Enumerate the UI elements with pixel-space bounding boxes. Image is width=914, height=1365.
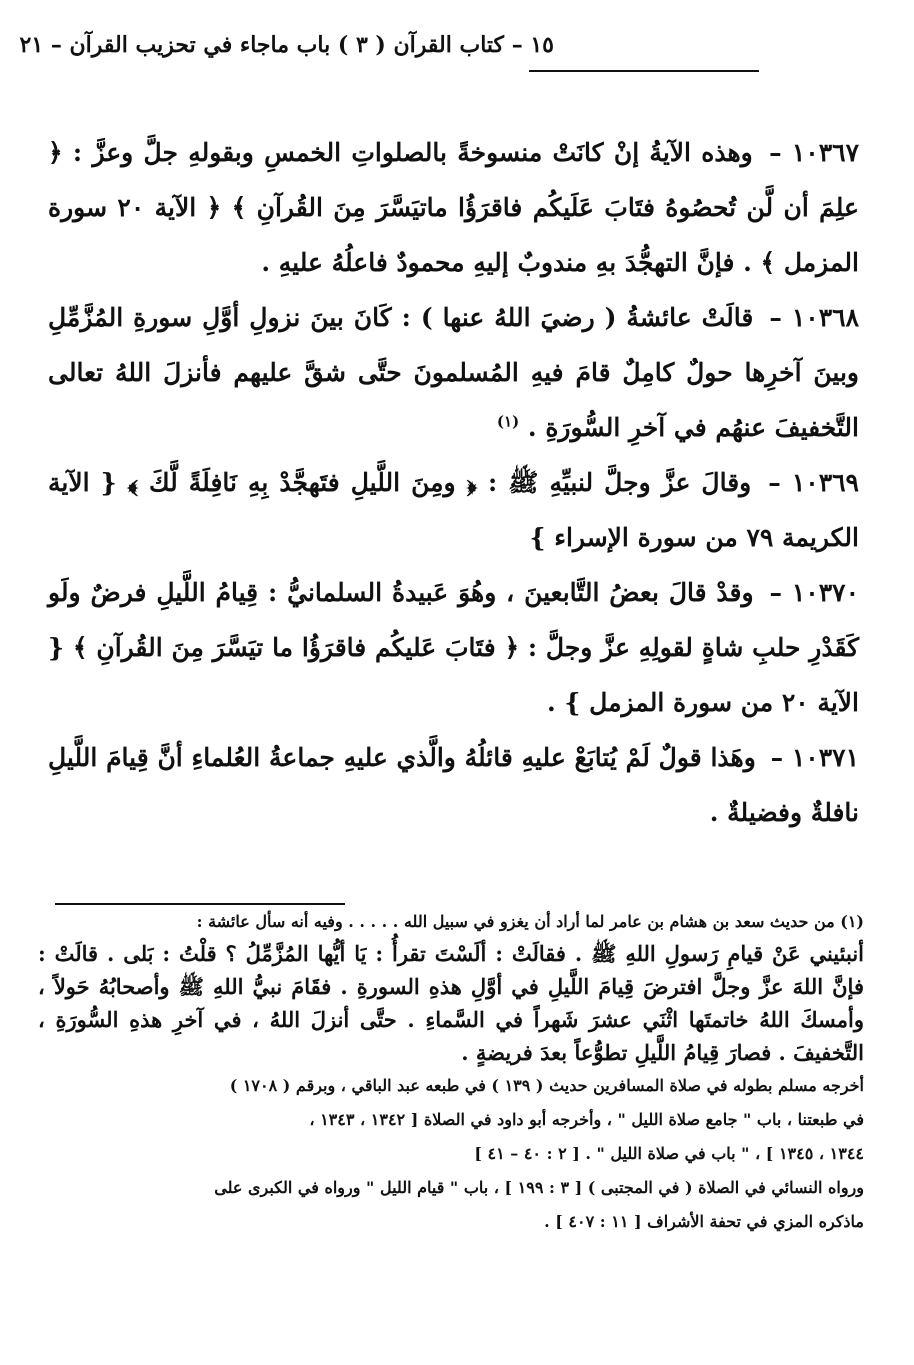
paragraph-number: ١٠٣٦٨ – <box>769 303 859 332</box>
header-rule <box>529 70 759 72</box>
paragraph-10369 <box>48 455 859 565</box>
footnotes <box>38 907 864 1239</box>
main-text <box>48 125 859 840</box>
footnote-reference[interactable]: (١) <box>496 412 520 431</box>
paragraph-10368 <box>48 290 859 455</box>
footnote-source-line: ١٣٤٤ ، ١٣٤٥ ] ، " باب في صلاة الليل " . [ ٢ : ٤٠ – ٤١ ] <box>474 1144 864 1163</box>
footnote-source-line: أخرجه مسلم بطوله في صلاة المسافرين حديث ( ١٣٩ ) في طبعه عبد الباقي ، وبرقم ( ١٧٠٨ ) <box>229 1076 864 1095</box>
footnote-intro: (١) من حديث سعد بن هشام بن عامر لما أراد أن يغزو في سبيل الله . . . . . وفيه أنه سأل عائشة : <box>196 912 864 931</box>
footnote-separator <box>55 903 345 905</box>
paragraph-text: وهذه الآيةُ إنْ كانَتْ منسوخةً بالصلواتِ الخمسِ وبقولهِ جلَّ وعزَّ : ﴿ علِمَ أن لَّن تُحصُوهُ فتَابَ عَلَيكُم فاقرَؤُا ماتيَسَّرَ مِنَ القُرآنِ ﴾ ﴿ الآية ٢٠ سورة المزمل ﴾ . فإنَّ التهجُّدَ بهِ مندوبٌ إليهِ محمودٌ فاعلُهُ عليهِ . <box>48 138 859 277</box>
paragraph-text: وهَذا قولٌ لَمْ يُتابَعْ عليهِ قائلُهُ والَّذي عليهِ جماعةُ العُلماءِ أنَّ قِيامَ اللَّيلِ نافلةٌ وفضيلةٌ . <box>48 743 859 827</box>
footnote-source-line: في طبعتنا ، باب " جامع صلاة الليل " ، وأخرجه أبو داود في الصلاة [ ١٣٤٢ ، ١٣٤٣ ، <box>309 1110 864 1129</box>
paragraph-text: وقالَ عزَّ وجلَّ لنبيِّهِ ﷺ : ﴿ ومِنَ اللَّيلِ فتَهجَّدْ بِهِ نَافِلَةً لَّكَ ﴾ { الآية الكريمة ٧٩ من سورة الإسراء } <box>48 468 859 552</box>
paragraph-10371 <box>48 730 859 840</box>
footnote-hadith-text: أنبئيني عَنْ قيامِ رَسولِ اللهِ ﷺ . فقالَتْ : ألَسْتَ تقرأُ : يَا أيُّها المُزَّمِّلُ ؟ قلْتُ : بَلى . قالَتْ : فإنَّ اللهَ عزَّ وجلَّ افترضَ قِيامَ اللَّيلِ في أوَّلِ هذهِ السورةِ . فقَامَ نبيُّ اللهِ ﷺ وأصحابُهُ حَولاً ، وأمسكَ اللهُ خاتمتَها اثْنَي عشرَ شَهراً في السَّماءِ . حتَّى أنزلَ اللهُ ، في آخرِ هذهِ السُّورَةِ ، التَّخفيفَ . فصارَ قِيامُ اللَّيلِ تطوُّعاً بعدَ فريضةٍ . <box>38 941 864 1065</box>
page-header <box>19 32 854 72</box>
footnote-source-line: ورواه النسائي في الصلاة ( في المجتبى ) [ ٣ : ١٩٩ ] ، باب " قيام الليل " ورواه في الكبرى على <box>214 1178 864 1197</box>
paragraph-number: ١٠٣٧٠ – <box>769 578 859 607</box>
paragraph-10370 <box>48 565 859 730</box>
paragraph-text: وقدْ قالَ بعضُ التَّابعينَ ، وهُوَ عَبيدةُ السلمانيُّ : قِيامُ اللَّيلِ فرضٌ ولَو كَقَدْرِ حلبِ شاةٍ لقولِهِ عزَّ وجلَّ : ﴿ فتَابَ عَليكُم فاقرَؤُا ما تيَسَّرَ مِنَ القُرآنِ ﴾ { الآية ٢٠ من سورة المزمل } . <box>48 578 859 717</box>
paragraph-number: ١٠٣٦٩ – <box>768 468 859 497</box>
paragraph-number: ١٠٣٦٧ – <box>769 138 859 167</box>
paragraph-10367 <box>48 125 859 290</box>
paragraph-number: ١٠٣٧١ – <box>770 743 859 772</box>
paragraph-text: قالَتْ عائشةُ ( رضيَ اللهُ عنها ) : كَانَ بينَ نزولِ أوَّلِ سورةِ المُزَّمِّلِ وبينَ آخرِها حولٌ كامِلٌ قامَ فيهِ المُسلمونَ حتَّى شقَّ عليهم فأنزلَ اللهُ تعالى التَّخفيفَ عنهُم في آخرِ السُّورَةِ . <box>48 303 859 442</box>
header-title: ١٥ – كتاب القرآن ( ٣ ) باب ماجاء في تحزيب القرآن – ٢١ <box>19 32 554 58</box>
footnote-source-line: ماذكره المزي في تحفة الأشراف [ ١١ : ٤٠٧ ] . <box>544 1212 864 1231</box>
